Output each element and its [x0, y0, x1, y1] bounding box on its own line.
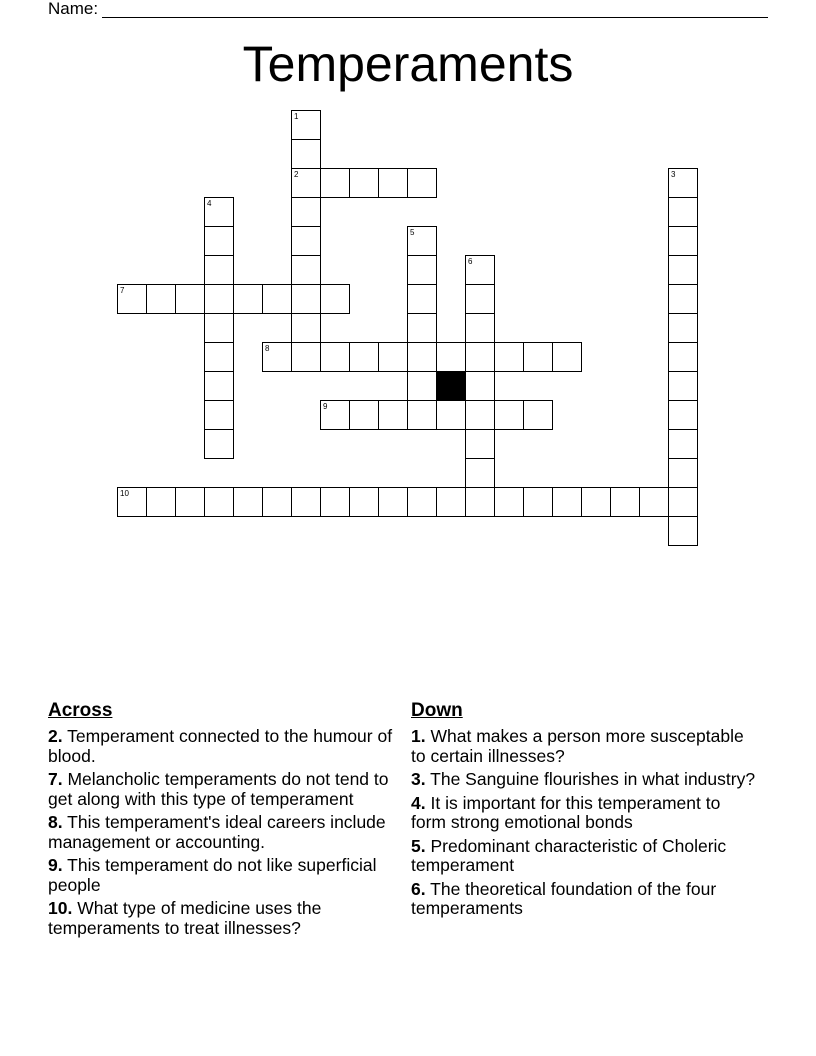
grid-cell[interactable] [291, 487, 321, 517]
grid-cell[interactable] [668, 197, 698, 227]
grid-cell[interactable] [175, 284, 205, 314]
grid-cell[interactable] [320, 168, 350, 198]
grid-cell[interactable] [465, 313, 495, 343]
grid-cell[interactable] [465, 342, 495, 372]
grid-cell[interactable] [494, 400, 524, 430]
grid-cell[interactable] [320, 400, 350, 430]
grid-cell[interactable] [378, 342, 408, 372]
grid-cell[interactable] [349, 168, 379, 198]
grid-cell[interactable] [465, 400, 495, 430]
grid-cell[interactable] [146, 284, 176, 314]
grid-cell[interactable] [407, 168, 437, 198]
grid-cell[interactable] [465, 284, 495, 314]
grid-cell[interactable] [465, 458, 495, 488]
clue-number-3: 3 [671, 170, 676, 179]
clue-number-10: 10 [120, 489, 129, 498]
grid-cell[interactable] [523, 342, 553, 372]
down-heading: Down [411, 700, 463, 721]
grid-cell[interactable] [581, 487, 611, 517]
down-clues [411, 700, 756, 923]
grid-cell[interactable] [320, 487, 350, 517]
grid-cell[interactable] [291, 139, 321, 169]
grid-cell[interactable] [668, 255, 698, 285]
clue-number-7: 7 [120, 286, 125, 295]
grid-cell[interactable] [320, 342, 350, 372]
grid-cell[interactable] [668, 487, 698, 517]
grid-cell[interactable] [436, 487, 466, 517]
clue-number-6: 6 [468, 257, 473, 266]
grid-cell[interactable] [407, 313, 437, 343]
grid-cell[interactable] [378, 487, 408, 517]
grid-cell[interactable] [465, 487, 495, 517]
grid-cell[interactable] [465, 429, 495, 459]
grid-cell[interactable] [291, 313, 321, 343]
clue-across-9: 9. This temperament do not like superficial people [48, 855, 377, 895]
clue-down-1: 1. What makes a person more susceptable to certain illnesses? [411, 726, 744, 766]
grid-cell[interactable] [552, 342, 582, 372]
grid-cell[interactable] [204, 284, 234, 314]
clue-number-2: 2 [294, 170, 299, 179]
grid-cell[interactable] [233, 487, 263, 517]
clue-across-10: 10. What type of medicine uses the temperaments to treat illnesses? [48, 898, 322, 938]
grid-cell[interactable] [465, 371, 495, 401]
clue-number-5: 5 [410, 228, 415, 237]
grid-cell[interactable] [668, 516, 698, 546]
grid-cell[interactable] [436, 342, 466, 372]
grid-cell[interactable] [668, 342, 698, 372]
grid-cell[interactable] [378, 400, 408, 430]
grid-cell[interactable] [204, 371, 234, 401]
clue-number-8: 8 [265, 344, 270, 353]
grid-cell[interactable] [407, 371, 437, 401]
clue-number-9: 9 [323, 402, 328, 411]
grid-cell[interactable] [378, 168, 408, 198]
grid-cell[interactable] [668, 371, 698, 401]
grid-cell[interactable] [262, 487, 292, 517]
name-label: Name: [48, 0, 99, 18]
grid-cell[interactable] [349, 487, 379, 517]
grid-cell[interactable] [349, 400, 379, 430]
grid-cell[interactable] [668, 458, 698, 488]
grid-cell[interactable] [204, 197, 234, 227]
grid-cell[interactable] [204, 255, 234, 285]
across-clues [48, 700, 393, 942]
clue-across-8: 8. This temperament's ideal careers include management or accounting. [48, 812, 386, 852]
grid-cell[interactable] [204, 487, 234, 517]
across-heading: Across [48, 700, 113, 721]
grid-cell[interactable] [465, 255, 495, 285]
grid-cell[interactable] [291, 284, 321, 314]
grid-cell[interactable] [668, 429, 698, 459]
grid-cell[interactable] [523, 400, 553, 430]
grid-cell[interactable] [291, 226, 321, 256]
grid-cell[interactable] [291, 342, 321, 372]
grid-cell[interactable] [668, 284, 698, 314]
grid-cell[interactable] [146, 487, 176, 517]
grid-cell[interactable] [349, 342, 379, 372]
clue-number-4: 4 [207, 199, 212, 208]
grid-cell[interactable] [320, 284, 350, 314]
clue-across-2: 2. Temperament connected to the humour of blood. [48, 726, 393, 766]
grid-cell[interactable] [407, 487, 437, 517]
grid-cell[interactable] [291, 197, 321, 227]
grid-cell[interactable] [494, 342, 524, 372]
clue-across-7: 7. Melancholic temperaments do not tend to get along with this type of temperament [48, 769, 389, 809]
grid-cell[interactable] [552, 487, 582, 517]
grid-cell[interactable] [117, 284, 147, 314]
grid-cell[interactable] [668, 400, 698, 430]
grid-cell[interactable] [204, 400, 234, 430]
grid-cell[interactable] [291, 110, 321, 140]
grid-cell[interactable] [233, 284, 263, 314]
grid-cell[interactable] [407, 342, 437, 372]
grid-cell[interactable] [668, 313, 698, 343]
grid-cell[interactable] [494, 487, 524, 517]
grid-cell[interactable] [407, 255, 437, 285]
grid-cell[interactable] [639, 487, 669, 517]
grid-cell[interactable] [610, 487, 640, 517]
clue-number-1: 1 [294, 112, 299, 121]
grid-cell[interactable] [204, 313, 234, 343]
grid-cell[interactable] [175, 487, 205, 517]
grid-cell[interactable] [204, 342, 234, 372]
clue-down-4: 4. It is important for this temperament to form strong emotional bonds [411, 792, 721, 832]
grid-cell[interactable] [523, 487, 553, 517]
puzzle-title: Temperaments [242, 36, 574, 92]
grid-cell[interactable] [291, 255, 321, 285]
clue-down-5: 5. Predominant characteristic of Choleric temperament [411, 835, 727, 875]
grid-cell[interactable] [117, 487, 147, 517]
grid-cell[interactable] [407, 400, 437, 430]
grid-cell[interactable] [668, 226, 698, 256]
grid-cell[interactable] [204, 226, 234, 256]
grid-cell[interactable] [262, 284, 292, 314]
grid-cell[interactable] [262, 342, 292, 372]
grid-cell[interactable] [436, 400, 466, 430]
grid-cell[interactable] [407, 226, 437, 256]
grid-cell[interactable] [204, 429, 234, 459]
grid-cell[interactable] [407, 284, 437, 314]
grid-cell[interactable] [668, 168, 698, 198]
clue-down-3: 3. The Sanguine flourishes in what industry? [411, 769, 756, 789]
black-cell [436, 371, 466, 401]
grid-cell[interactable] [291, 168, 321, 198]
clue-down-6: 6. The theoretical foundation of the four temperaments [411, 878, 717, 918]
